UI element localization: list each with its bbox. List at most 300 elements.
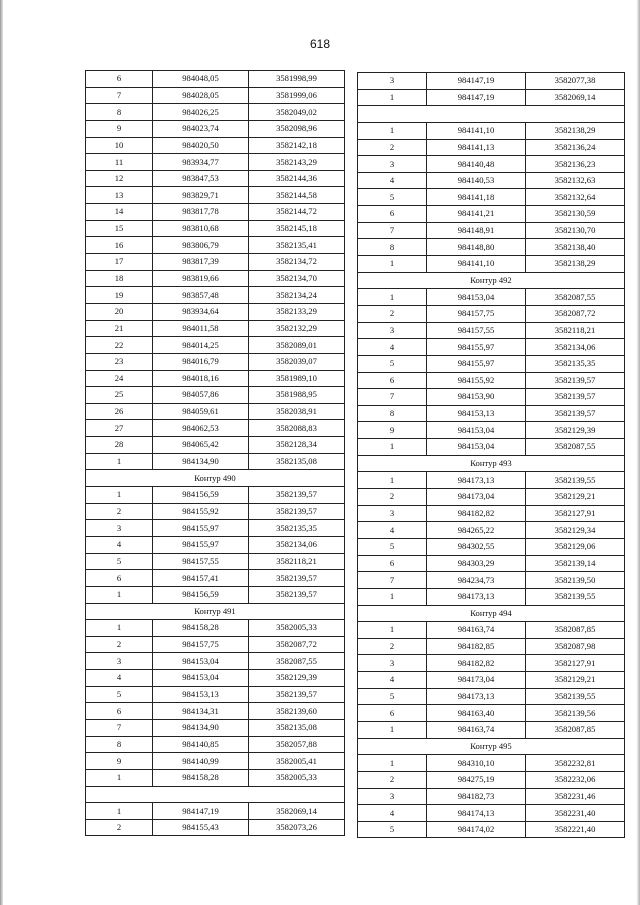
point-row [86,204,345,221]
point-number: 2 [358,139,427,156]
y-coordinate: 3582134,72 [249,254,345,271]
point-row [86,553,345,570]
point-number: 6 [358,555,427,572]
point-row [86,703,345,720]
point-row [358,389,625,406]
point-number: 3 [358,655,427,672]
x-coordinate: 984026,25 [153,104,249,121]
x-coordinate: 984310,10 [427,755,526,772]
x-coordinate: 984155,92 [153,503,249,520]
point-number: 5 [358,821,427,838]
y-coordinate: 3582144,72 [249,204,345,221]
y-coordinate: 3582139,57 [526,389,625,406]
point-row [358,422,625,439]
x-coordinate: 984156,59 [153,487,249,504]
x-coordinate: 983817,39 [153,254,249,271]
point-row [358,705,625,722]
point-number: 12 [86,170,153,187]
contour-header-row [358,106,625,123]
x-coordinate: 984141,18 [427,189,526,206]
point-number: 7 [86,719,153,736]
point-row [358,172,625,189]
x-coordinate: 984065,42 [153,437,249,454]
point-row [358,672,625,689]
point-number: 1 [358,721,427,738]
point-number: 26 [86,403,153,420]
point-number: 20 [86,303,153,320]
point-row [86,437,345,454]
point-number: 1 [86,620,153,637]
y-coordinate: 3582087,72 [249,636,345,653]
point-number: 22 [86,337,153,354]
x-coordinate: 983810,68 [153,220,249,237]
y-coordinate: 3582129,34 [526,522,625,539]
point-number: 7 [358,222,427,239]
point-row [86,736,345,753]
y-coordinate: 3582136,23 [526,156,625,173]
point-row [358,189,625,206]
point-number: 1 [358,439,427,456]
point-number: 5 [86,553,153,570]
y-coordinate: 3582231,46 [526,788,625,805]
x-coordinate: 984140,99 [153,753,249,770]
y-coordinate: 3582130,59 [526,206,625,223]
point-row [86,487,345,504]
x-coordinate: 984173,13 [427,588,526,605]
y-coordinate: 3582138,29 [526,122,625,139]
y-coordinate: 3582139,56 [526,705,625,722]
x-coordinate: 984157,75 [427,305,526,322]
point-row [86,753,345,770]
y-coordinate: 3581989,10 [249,370,345,387]
y-coordinate: 3582088,83 [249,420,345,437]
point-number: 6 [358,206,427,223]
point-row [358,305,625,322]
point-number: 17 [86,254,153,271]
y-coordinate: 3582127,91 [526,655,625,672]
point-number: 3 [358,788,427,805]
point-number: 18 [86,270,153,287]
y-coordinate: 3582135,41 [249,237,345,254]
x-coordinate: 984014,25 [153,337,249,354]
x-coordinate: 984163,74 [427,622,526,639]
point-number: 5 [86,686,153,703]
point-row [358,805,625,822]
point-row [358,122,625,139]
point-row [358,821,625,838]
point-number: 24 [86,370,153,387]
point-number: 16 [86,237,153,254]
x-coordinate: 984158,28 [153,769,249,786]
point-number: 4 [358,672,427,689]
point-row [86,570,345,587]
contour-header-row [86,470,345,487]
point-number: 2 [86,636,153,653]
point-row [358,538,625,555]
point-number: 1 [86,586,153,603]
point-number: 6 [358,705,427,722]
contour-header-row [86,603,345,620]
point-row [358,239,625,256]
point-row [86,803,345,820]
x-coordinate: 984173,04 [427,672,526,689]
point-row [358,555,625,572]
point-row [86,403,345,420]
y-coordinate: 3582135,35 [526,355,625,372]
point-number: 6 [86,570,153,587]
y-coordinate: 3582139,57 [249,686,345,703]
point-row [358,372,625,389]
point-row [358,256,625,273]
y-coordinate: 3582129,39 [526,422,625,439]
y-coordinate: 3582128,34 [249,437,345,454]
point-row [358,788,625,805]
x-coordinate: 984062,53 [153,420,249,437]
point-number: 14 [86,204,153,221]
x-coordinate: 984174,13 [427,805,526,822]
point-number: 3 [358,322,427,339]
point-row [358,472,625,489]
point-number: 8 [86,736,153,753]
point-number: 2 [86,503,153,520]
contour-header [358,106,625,123]
y-coordinate: 3582231,40 [526,805,625,822]
x-coordinate: 984155,97 [153,520,249,537]
point-row [86,287,345,304]
point-row [86,170,345,187]
contour-header: Контур 494 [358,605,625,622]
contour-header [86,786,345,803]
point-number: 5 [358,189,427,206]
point-number: 6 [358,372,427,389]
point-number: 8 [86,104,153,121]
point-row [86,536,345,553]
x-coordinate: 984156,59 [153,586,249,603]
y-coordinate: 3582145,18 [249,220,345,237]
point-number: 11 [86,154,153,171]
y-coordinate: 3582139,57 [526,405,625,422]
point-number: 1 [358,755,427,772]
x-coordinate: 983857,48 [153,287,249,304]
x-coordinate: 984182,85 [427,638,526,655]
point-row [86,620,345,637]
point-row [358,588,625,605]
x-coordinate: 984020,50 [153,137,249,154]
point-number: 21 [86,320,153,337]
y-coordinate: 3582130,70 [526,222,625,239]
point-number: 13 [86,187,153,204]
point-row [358,572,625,589]
y-coordinate: 3582135,08 [249,453,345,470]
x-coordinate: 984057,86 [153,387,249,404]
x-coordinate: 984147,19 [427,73,526,90]
y-coordinate: 3582069,14 [526,89,625,106]
x-coordinate: 984302,55 [427,538,526,555]
point-row [86,137,345,154]
x-coordinate: 984157,75 [153,636,249,653]
point-row [86,686,345,703]
y-coordinate: 3582139,57 [249,570,345,587]
x-coordinate: 984234,73 [427,572,526,589]
y-coordinate: 3582132,63 [526,172,625,189]
point-row [86,769,345,786]
x-coordinate: 984173,04 [427,489,526,506]
y-coordinate: 3582005,41 [249,753,345,770]
contour-header: Контур 493 [358,455,625,472]
point-row [358,405,625,422]
y-coordinate: 3582129,21 [526,489,625,506]
x-coordinate: 983934,77 [153,154,249,171]
x-coordinate: 984163,74 [427,721,526,738]
y-coordinate: 3582139,55 [526,688,625,705]
x-coordinate: 984173,13 [427,688,526,705]
x-coordinate: 984155,97 [427,339,526,356]
x-coordinate: 984265,22 [427,522,526,539]
point-row [86,303,345,320]
point-number: 5 [358,688,427,705]
y-coordinate: 3582005,33 [249,769,345,786]
y-coordinate: 3582139,57 [526,372,625,389]
point-row [86,337,345,354]
point-row [358,771,625,788]
x-coordinate: 984023,74 [153,120,249,137]
point-row [86,370,345,387]
point-number: 4 [358,339,427,356]
point-row [86,453,345,470]
point-number: 2 [358,638,427,655]
x-coordinate: 984140,85 [153,736,249,753]
y-coordinate: 3582139,14 [526,555,625,572]
point-row [358,289,625,306]
point-row [86,636,345,653]
x-coordinate: 984153,04 [153,653,249,670]
point-row [358,755,625,772]
point-row [86,503,345,520]
point-number: 2 [358,489,427,506]
x-coordinate: 984147,19 [427,89,526,106]
x-coordinate: 984147,19 [153,803,249,820]
x-coordinate: 984148,91 [427,222,526,239]
y-coordinate: 3582073,26 [249,819,345,836]
x-coordinate: 983819,66 [153,270,249,287]
x-coordinate: 984174,02 [427,821,526,838]
point-number: 5 [358,355,427,372]
y-coordinate: 3582039,07 [249,353,345,370]
y-coordinate: 3582098,96 [249,120,345,137]
point-number: 28 [86,437,153,454]
y-coordinate: 3582087,55 [249,653,345,670]
point-number: 7 [86,87,153,104]
x-coordinate: 984153,90 [427,389,526,406]
y-coordinate: 3582135,08 [249,719,345,736]
x-coordinate: 984028,05 [153,87,249,104]
point-row [358,522,625,539]
point-number: 2 [358,305,427,322]
x-coordinate: 984153,04 [427,439,526,456]
point-number: 1 [358,89,427,106]
point-row [86,353,345,370]
point-number: 9 [86,120,153,137]
point-number: 2 [86,819,153,836]
y-coordinate: 3582139,50 [526,572,625,589]
y-coordinate: 3582118,21 [249,553,345,570]
x-coordinate: 984016,79 [153,353,249,370]
point-row [86,187,345,204]
x-coordinate: 984134,90 [153,719,249,736]
x-coordinate: 984182,82 [427,655,526,672]
contour-header: Контур 495 [358,738,625,755]
page-edge-shadow-left [0,0,3,905]
point-number: 1 [86,453,153,470]
point-number: 3 [86,520,153,537]
y-coordinate: 3582087,98 [526,638,625,655]
point-number: 8 [358,405,427,422]
contour-header: Контур 492 [358,272,625,289]
point-number: 1 [358,622,427,639]
point-number: 6 [86,71,153,88]
point-number: 3 [358,73,427,90]
y-coordinate: 3582139,57 [249,586,345,603]
x-coordinate: 984140,48 [427,156,526,173]
point-number: 3 [86,653,153,670]
point-number: 5 [358,538,427,555]
point-number: 1 [358,122,427,139]
point-number: 9 [358,422,427,439]
x-coordinate: 984275,19 [427,771,526,788]
point-number: 8 [358,239,427,256]
x-coordinate: 984153,04 [427,289,526,306]
x-coordinate: 984173,13 [427,472,526,489]
point-row [86,71,345,88]
point-number: 7 [358,389,427,406]
y-coordinate: 3582144,58 [249,187,345,204]
y-coordinate: 3582138,29 [526,256,625,273]
point-row [358,89,625,106]
point-row [358,688,625,705]
y-coordinate: 3582087,72 [526,305,625,322]
point-number: 15 [86,220,153,237]
y-coordinate: 3582136,24 [526,139,625,156]
y-coordinate: 3582139,60 [249,703,345,720]
x-coordinate: 984158,28 [153,620,249,637]
y-coordinate: 3582087,85 [526,721,625,738]
x-coordinate: 984155,92 [427,372,526,389]
x-coordinate: 984157,41 [153,570,249,587]
x-coordinate: 984163,40 [427,705,526,722]
point-number: 4 [86,536,153,553]
point-row [358,139,625,156]
point-row [86,270,345,287]
y-coordinate: 3582132,29 [249,320,345,337]
y-coordinate: 3582038,91 [249,403,345,420]
point-row [86,586,345,603]
y-coordinate: 3582232,06 [526,771,625,788]
point-number: 4 [358,522,427,539]
point-row [86,254,345,271]
contour-header: Контур 490 [86,470,345,487]
point-number: 1 [86,487,153,504]
point-row [86,104,345,121]
point-row [358,622,625,639]
y-coordinate: 3582134,06 [249,536,345,553]
y-coordinate: 3582134,06 [526,339,625,356]
point-row [86,420,345,437]
point-row [358,73,625,90]
point-number: 4 [358,172,427,189]
x-coordinate: 984018,16 [153,370,249,387]
x-coordinate: 984141,13 [427,139,526,156]
point-row [86,320,345,337]
point-number: 1 [358,472,427,489]
y-coordinate: 3582129,21 [526,672,625,689]
point-row [358,505,625,522]
y-coordinate: 3582134,70 [249,270,345,287]
y-coordinate: 3582135,35 [249,520,345,537]
y-coordinate: 3582129,39 [249,670,345,687]
contour-header: Контур 491 [86,603,345,620]
point-row [358,655,625,672]
x-coordinate: 984148,80 [427,239,526,256]
y-coordinate: 3582144,36 [249,170,345,187]
x-coordinate: 984048,05 [153,71,249,88]
x-coordinate: 984141,10 [427,122,526,139]
x-coordinate: 984153,04 [427,422,526,439]
y-coordinate: 3582129,06 [526,538,625,555]
x-coordinate: 984141,10 [427,256,526,273]
point-row [86,120,345,137]
point-number: 2 [358,771,427,788]
y-coordinate: 3582143,29 [249,154,345,171]
x-coordinate: 984153,13 [153,686,249,703]
point-row [86,237,345,254]
point-row [358,638,625,655]
point-number: 27 [86,420,153,437]
point-number: 3 [358,156,427,173]
point-row [358,222,625,239]
y-coordinate: 3582139,57 [249,503,345,520]
x-coordinate: 984155,97 [153,536,249,553]
point-number: 1 [358,289,427,306]
point-number: 1 [86,803,153,820]
x-coordinate: 984182,82 [427,505,526,522]
y-coordinate: 3582142,18 [249,137,345,154]
x-coordinate: 983934,64 [153,303,249,320]
x-coordinate: 984134,90 [153,453,249,470]
x-coordinate: 983817,78 [153,204,249,221]
point-number: 3 [358,505,427,522]
x-coordinate: 984140,53 [427,172,526,189]
x-coordinate: 984155,97 [427,355,526,372]
y-coordinate: 3582077,38 [526,73,625,90]
point-number: 4 [358,805,427,822]
y-coordinate: 3582005,33 [249,620,345,637]
point-row [358,206,625,223]
x-coordinate: 984155,43 [153,819,249,836]
point-row [86,154,345,171]
y-coordinate: 3582089,01 [249,337,345,354]
y-coordinate: 3581998,99 [249,71,345,88]
point-row [358,721,625,738]
point-row [86,819,345,836]
point-row [86,87,345,104]
point-number: 6 [86,703,153,720]
contour-header-row [358,605,625,622]
point-number: 1 [86,769,153,786]
contour-header-row [358,272,625,289]
y-coordinate: 3582132,64 [526,189,625,206]
point-number: 1 [358,256,427,273]
point-row [358,156,625,173]
